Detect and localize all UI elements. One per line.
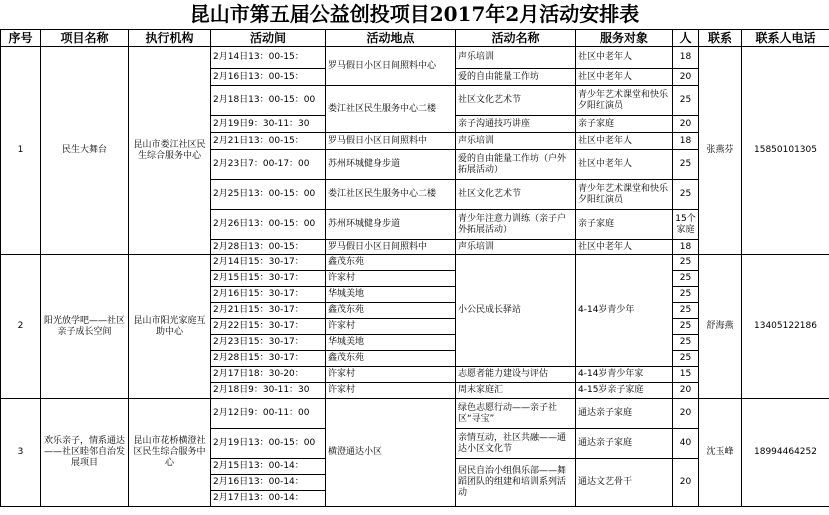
target-cell: 4-15岁亲子家庭 (576, 383, 673, 399)
schedule-table (0, 29, 829, 507)
place-cell: 许家村 (326, 319, 456, 335)
time-cell: 2月18日13：00-15：00 (211, 86, 326, 116)
time-cell: 2月15日15：30-17： (211, 271, 326, 287)
count-cell: 20 (673, 399, 699, 429)
time-cell: 2月23日15：30-17： (211, 335, 326, 351)
activity-cell: 周末家庭汇 (456, 383, 576, 399)
count-cell: 20 (673, 69, 699, 86)
count-cell: 25 (673, 319, 699, 335)
count-cell: 18 (673, 133, 699, 150)
header-count: 人 (673, 30, 699, 47)
target-cell: 社区中老年人 (576, 150, 673, 180)
time-cell: 2月21日13：00-15： (211, 133, 326, 150)
count-cell: 18 (673, 47, 699, 69)
time-cell: 2月23日7：00-17：00 (211, 150, 326, 180)
activity-cell: 小公民成长驿站 (456, 255, 576, 367)
target-cell: 通达亲子家庭 (576, 429, 673, 459)
org-cell: 昆山市阳光家庭互助中心 (129, 255, 211, 399)
time-cell: 2月28日15：30-17： (211, 351, 326, 367)
activity-cell: 声乐培训 (456, 47, 576, 69)
time-cell: 2月22日15：30-17： (211, 319, 326, 335)
seq-cell: 2 (1, 255, 41, 399)
activity-cell: 青少年注意力训练（亲子户外拓展活动） (456, 210, 576, 240)
sheet-title: 昆山市第五届公益创投项目2017年2月活动安排表 (189, 2, 640, 26)
place-cell: 罗马假日小区日间照料中 (326, 133, 456, 150)
time-cell: 2月17日18：30-20： (211, 367, 326, 383)
place-cell: 娄江社区民生服务中心二楼 (326, 180, 456, 210)
target-cell: 通达文艺骨干 (576, 459, 673, 507)
time-cell: 2月16日15：30-17： (211, 287, 326, 303)
header-project: 项目名称 (41, 30, 129, 47)
phone-cell: 13405122186 (742, 255, 829, 399)
activity-cell: 亲子沟通技巧讲座 (456, 116, 576, 133)
count-cell: 25 (673, 303, 699, 319)
header-contact: 联系 (699, 30, 742, 47)
header-row (1, 30, 829, 47)
time-cell: 2月28日13：00-15： (211, 240, 326, 255)
place-cell: 华城美地 (326, 335, 456, 351)
header-time: 活动间 (211, 30, 326, 47)
target-cell: 亲子家庭 (576, 116, 673, 133)
time-cell: 2月14日15：30-17： (211, 255, 326, 271)
activity-cell: 爱的自由能量工作坊 (456, 69, 576, 86)
target-cell: 通达亲子家庭 (576, 399, 673, 429)
contact-cell: 张燕芬 (699, 47, 742, 255)
project-cell: 阳光放学吧——社区亲子成长空间 (41, 255, 129, 399)
time-cell: 2月17日13：00-14： (211, 491, 326, 507)
target-cell: 青少年艺术课堂和快乐夕阳红演员 (576, 86, 673, 116)
target-cell: 4-14岁青少年家 (576, 367, 673, 383)
contact-cell: 沈玉峰 (699, 399, 742, 507)
project-cell: 民生大舞台 (41, 47, 129, 255)
place-cell: 罗马假日小区日间照料中 (326, 240, 456, 255)
time-cell: 2月19日13：00-15：00 (211, 429, 326, 459)
count-cell: 25 (673, 271, 699, 287)
place-cell: 许家村 (326, 383, 456, 399)
org-cell: 昆山市花桥横澄社区民生综合服务中心 (129, 399, 211, 507)
time-cell: 2月12日9：00-11：00 (211, 399, 326, 429)
header-activity: 活动名称 (456, 30, 576, 47)
time-cell: 2月15日13：00-14： (211, 459, 326, 475)
activity-cell: 志愿者能力建设与评估 (456, 367, 576, 383)
time-cell: 2月21日15：30-17： (211, 303, 326, 319)
place-cell: 苏州环城健身步道 (326, 210, 456, 240)
place-cell: 鑫茂东苑 (326, 255, 456, 271)
project-cell: 欢乐亲子，情系通达——社区睦邻自治发展项目 (41, 399, 129, 507)
activity-cell: 绿色志愿行动——亲子社区“寻宝” (456, 399, 576, 429)
activity-cell: 居民自治小组俱乐部——舞蹈团队的组建和培训系列活动 (456, 459, 576, 507)
place-cell: 苏州环城健身步道 (326, 150, 456, 180)
count-cell: 20 (673, 383, 699, 399)
header-org: 执行机构 (129, 30, 211, 47)
target-cell: 4-14岁青少年 (576, 255, 673, 367)
activity-cell: 爱的自由能量工作坊（户外拓展活动） (456, 150, 576, 180)
time-cell: 2月16日13：00-15： (211, 69, 326, 86)
header-phone: 联系人电话 (742, 30, 829, 47)
count-cell: 18 (673, 240, 699, 255)
activity-cell: 社区文化艺术节 (456, 86, 576, 116)
table-row (1, 47, 829, 69)
target-cell: 社区中老年人 (576, 47, 673, 69)
count-cell: 25 (673, 287, 699, 303)
table-row (1, 399, 829, 429)
activity-cell: 声乐培训 (456, 240, 576, 255)
place-cell: 鑫茂东苑 (326, 351, 456, 367)
count-cell: 25 (673, 255, 699, 271)
contact-cell: 舒海燕 (699, 255, 742, 399)
table-row (1, 255, 829, 271)
time-cell: 2月14日13：00-15： (211, 47, 326, 69)
place-cell: 横澄通达小区 (326, 399, 456, 507)
count-cell: 25 (673, 150, 699, 180)
time-cell: 2月26日13：00-15：00 (211, 210, 326, 240)
header-target: 服务对象 (576, 30, 673, 47)
count-cell: 25 (673, 180, 699, 210)
seq-cell: 1 (1, 47, 41, 255)
count-cell: 25 (673, 335, 699, 351)
phone-cell: 15850101305 (742, 47, 829, 255)
target-cell: 社区中老年人 (576, 69, 673, 86)
header-seq: 序号 (1, 30, 41, 47)
header-place: 活动地点 (326, 30, 456, 47)
activity-cell: 亲情互动，社区共融——通达小区文化节 (456, 429, 576, 459)
target-cell: 社区中老年人 (576, 240, 673, 255)
count-cell: 15 (673, 367, 699, 383)
activity-cell: 社区文化艺术节 (456, 180, 576, 210)
target-cell: 青少年艺术课堂和快乐夕阳红演员 (576, 180, 673, 210)
count-cell: 20 (673, 116, 699, 133)
place-cell: 娄江社区民生服务中心二楼 (326, 86, 456, 133)
time-cell: 2月19日9：30-11：30 (211, 116, 326, 133)
target-cell: 社区中老年人 (576, 133, 673, 150)
seq-cell: 3 (1, 399, 41, 507)
count-cell: 40 (673, 429, 699, 459)
place-cell: 许家村 (326, 367, 456, 383)
place-cell: 罗马假日小区日间照料中心 (326, 47, 456, 86)
place-cell: 鑫茂东苑 (326, 303, 456, 319)
place-cell: 华城美地 (326, 287, 456, 303)
count-cell: 20 (673, 459, 699, 507)
count-cell: 15个家庭 (673, 210, 699, 240)
time-cell: 2月25日13：00-15：00 (211, 180, 326, 210)
count-cell: 25 (673, 86, 699, 116)
activity-cell: 声乐培训 (456, 133, 576, 150)
phone-cell: 18994464252 (742, 399, 829, 507)
count-cell: 25 (673, 351, 699, 367)
target-cell: 亲子家庭 (576, 210, 673, 240)
place-cell: 许家村 (326, 271, 456, 287)
time-cell: 2月18日9：30-11：30 (211, 383, 326, 399)
org-cell: 昆山市娄江社区民生综合服务中心 (129, 47, 211, 255)
time-cell: 2月16日13：00-14： (211, 475, 326, 491)
